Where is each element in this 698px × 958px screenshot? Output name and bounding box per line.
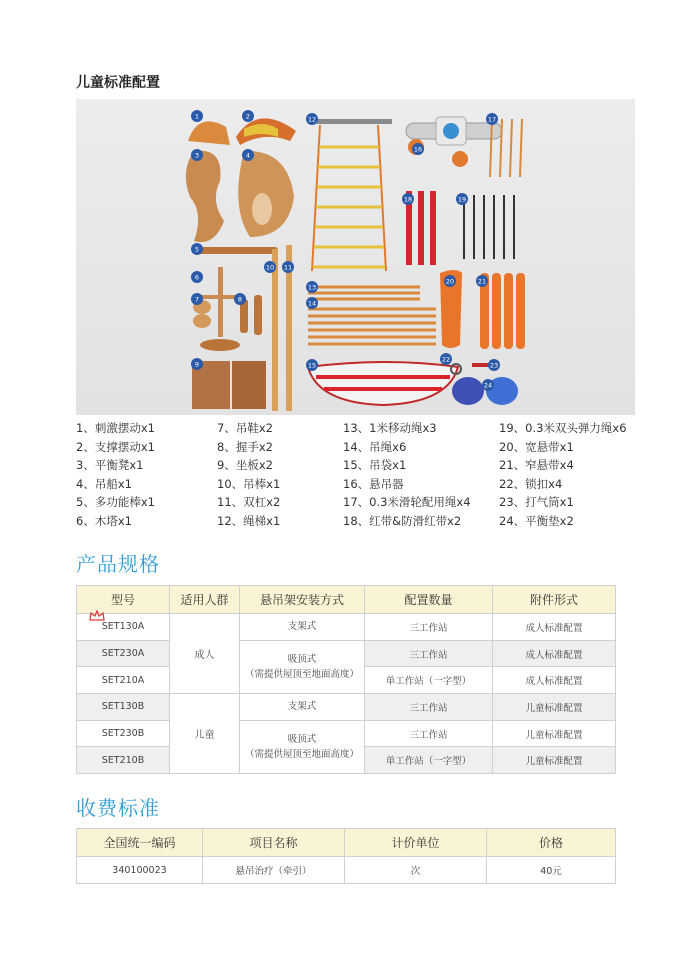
list-item: 5、多功能棒x1 <box>76 495 155 509</box>
model-text: SET130A <box>101 621 145 633</box>
fee-header-row <box>77 829 616 857</box>
svg-text:8: 8 <box>237 295 243 304</box>
svg-text:16: 16 <box>413 145 423 154</box>
items-list <box>76 419 656 530</box>
svg-text:1: 1 <box>194 112 200 121</box>
table-row <box>77 720 616 747</box>
svg-text:5: 5 <box>194 245 200 254</box>
product-photo <box>76 99 635 415</box>
multi-bar-shape <box>196 247 278 254</box>
balance-pad-shape <box>452 377 484 405</box>
number-badge <box>486 113 498 125</box>
svg-text:24: 24 <box>483 381 493 390</box>
number-badge <box>191 243 203 255</box>
number-badge <box>242 149 254 161</box>
model-cell: SET210A <box>77 667 170 694</box>
fee-header-unit: 计价单位 <box>345 829 487 857</box>
number-badge <box>191 149 203 161</box>
svg-text:19: 19 <box>457 195 467 204</box>
mount-cell <box>240 720 365 773</box>
list-item: 23、打气筒x1 <box>499 495 574 509</box>
page-heading: 儿童标准配置 <box>76 75 160 91</box>
model-cell: SET210B <box>77 747 170 774</box>
number-badge <box>306 113 318 125</box>
list-item: 15、吊袋x1 <box>343 458 407 472</box>
model-cell: SET230B <box>77 720 170 747</box>
table-row <box>77 694 616 721</box>
number-badge <box>412 143 424 155</box>
list-item: 2、支撑摆动x1 <box>76 439 155 454</box>
number-badge <box>306 281 318 293</box>
fee-header-code: 全国统一编码 <box>77 829 203 857</box>
number-badge <box>234 293 246 305</box>
svg-text:18: 18 <box>403 195 413 204</box>
list-item: 14、吊绳x6 <box>343 439 407 454</box>
mount-cell: 支架式 <box>240 614 365 641</box>
table-row <box>77 614 616 641</box>
list-item: 9、坐板x2 <box>217 458 273 472</box>
number-badge <box>264 261 276 273</box>
list-item: 24、平衡垫x2 <box>499 513 574 528</box>
number-badge <box>444 275 456 287</box>
crowd-cell: 儿童 <box>170 694 240 774</box>
spec-table <box>76 585 616 774</box>
list-item: 13、1米移动绳x3 <box>343 421 437 435</box>
table-row <box>77 857 616 884</box>
mount-line: 吸顶式 <box>287 733 317 745</box>
crown-icon <box>89 610 105 622</box>
attachment-cell: 儿童标准配置 <box>493 694 616 721</box>
list-item: 1、刺激摆动x1 <box>76 421 155 435</box>
svg-text:3: 3 <box>194 151 200 160</box>
fee-header-price: 价格 <box>487 829 616 857</box>
spec-title: 产品规格 <box>76 552 160 576</box>
count-cell: 三工作站 <box>365 694 493 721</box>
fee-table <box>76 828 616 884</box>
list-item: 20、宽悬带x1 <box>499 439 574 454</box>
boat-shape <box>238 151 294 237</box>
attachment-cell: 成人标准配置 <box>493 614 616 641</box>
svg-text:13: 13 <box>307 283 317 292</box>
list-item: 11、双杠x2 <box>217 495 281 509</box>
number-badge <box>488 359 500 371</box>
mount-note: （需提供屋顶至地面高度） <box>244 668 359 680</box>
count-cell: 单工作站（一字型） <box>365 667 493 694</box>
attachment-cell: 儿童标准配置 <box>493 747 616 774</box>
attachment-cell: 成人标准配置 <box>493 640 616 667</box>
unit-cell: 次 <box>345 857 487 884</box>
model-cell: SET230A <box>77 640 170 667</box>
svg-text:22: 22 <box>441 355 451 364</box>
svg-text:7: 7 <box>194 295 200 304</box>
list-item: 21、窄悬带x4 <box>499 458 574 472</box>
svg-text:2: 2 <box>245 112 251 121</box>
number-badge <box>402 193 414 205</box>
mount-cell <box>240 640 365 693</box>
svg-text:10: 10 <box>265 263 275 272</box>
list-item: 7、吊鞋x2 <box>217 421 273 435</box>
hammock-shape <box>308 362 458 405</box>
mount-line: 吸顶式 <box>287 653 317 665</box>
number-badge <box>282 261 294 273</box>
list-item: 10、吊棒x1 <box>217 476 281 491</box>
model-cell: SET130B <box>77 694 170 721</box>
svg-text:9: 9 <box>194 360 200 369</box>
list-item: 6、木塔x1 <box>76 513 132 528</box>
code-cell: 340100023 <box>77 857 203 884</box>
number-badge <box>242 110 254 122</box>
crowd-cell: 成人 <box>170 614 240 694</box>
name-cell: 悬吊治疗（牵引） <box>203 857 345 884</box>
spec-header-crowd: 适用人群 <box>170 586 240 614</box>
spec-header-row <box>77 586 616 614</box>
svg-text:12: 12 <box>307 115 317 124</box>
count-cell: 三工作站 <box>365 640 493 667</box>
number-badge <box>191 271 203 283</box>
count-cell: 三工作站 <box>365 720 493 747</box>
list-item: 17、0.3米滑轮配用绳x4 <box>343 495 471 509</box>
fee-title: 收费标准 <box>76 796 160 820</box>
attachment-cell: 儿童标准配置 <box>493 720 616 747</box>
list-item: 8、握手x2 <box>217 439 273 454</box>
svg-text:23: 23 <box>489 361 499 370</box>
list-item: 18、红带&防滑红带x2 <box>343 513 462 528</box>
mount-cell: 支架式 <box>240 694 365 721</box>
count-cell: 单工作站（一字型） <box>365 747 493 774</box>
list-item: 12、绳梯x1 <box>217 513 281 528</box>
svg-text:20: 20 <box>445 277 455 286</box>
table-row <box>77 640 616 667</box>
list-item: 22、锁扣x4 <box>499 476 563 491</box>
svg-text:6: 6 <box>194 273 200 282</box>
number-badge <box>476 275 488 287</box>
count-cell: 三工作站 <box>365 614 493 641</box>
price-cell: 40元 <box>487 857 616 884</box>
equipment-illustration <box>76 99 635 415</box>
mount-note: （需提供屋顶至地面高度） <box>244 748 359 760</box>
number-badge <box>306 359 318 371</box>
model-cell <box>77 614 170 641</box>
number-badge <box>440 353 452 365</box>
svg-text:14: 14 <box>307 299 317 308</box>
swing-1-shape <box>188 121 230 145</box>
svg-text:15: 15 <box>307 361 317 370</box>
spec-header-attachment: 附件形式 <box>493 586 616 614</box>
list-item: 3、平衡凳x1 <box>76 458 144 472</box>
number-badge <box>482 379 494 391</box>
fee-header-name: 项目名称 <box>203 829 345 857</box>
svg-text:4: 4 <box>245 151 251 160</box>
svg-text:11: 11 <box>283 263 293 272</box>
spec-header-model: 型号 <box>77 586 170 614</box>
svg-text:17: 17 <box>487 115 497 124</box>
attachment-cell: 成人标准配置 <box>493 667 616 694</box>
spec-header-count: 配置数量 <box>365 586 493 614</box>
spec-header-mount: 悬吊架安装方式 <box>240 586 365 614</box>
number-badge <box>306 297 318 309</box>
list-item: 19、0.3米双头弹力绳x6 <box>499 421 627 435</box>
svg-text:21: 21 <box>477 277 487 286</box>
number-badge <box>191 293 203 305</box>
list-item: 16、悬吊器 <box>343 476 404 491</box>
balance-bench-shape <box>186 151 224 243</box>
list-item: 4、吊船x1 <box>76 476 132 491</box>
number-badge <box>191 358 203 370</box>
number-badge <box>456 193 468 205</box>
number-badge <box>191 110 203 122</box>
